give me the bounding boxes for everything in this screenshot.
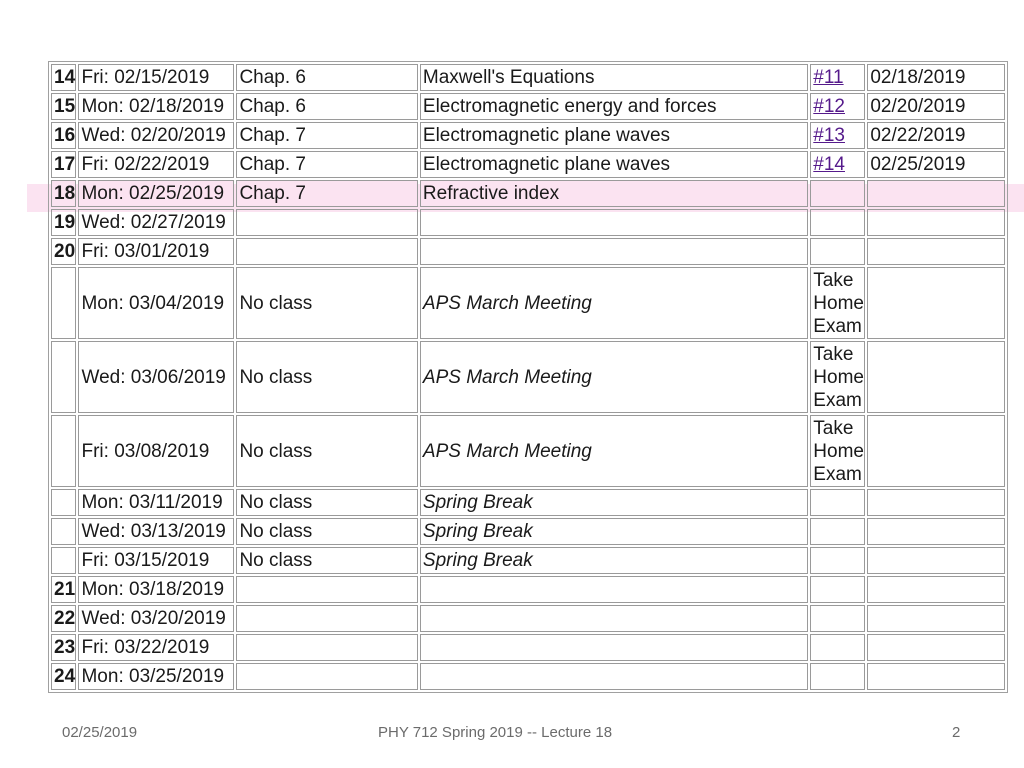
due-date-cell: 02/22/2019 bbox=[867, 122, 1005, 149]
chapter-cell: No class bbox=[236, 547, 417, 574]
lecture-number-cell: 20 bbox=[51, 238, 76, 265]
homework-cell bbox=[810, 663, 865, 690]
homework-cell: Take Home Exam bbox=[810, 267, 865, 339]
homework-cell: Take Home Exam bbox=[810, 415, 865, 487]
homework-link[interactable]: #12 bbox=[813, 96, 845, 117]
due-date-cell bbox=[867, 634, 1005, 661]
lecture-number-cell bbox=[51, 267, 76, 339]
chapter-cell: No class bbox=[236, 518, 417, 545]
chapter-cell bbox=[236, 605, 417, 632]
topic-cell: Refractive index bbox=[420, 180, 808, 207]
topic-cell bbox=[420, 663, 808, 690]
lecture-number-cell: 14 bbox=[51, 64, 76, 91]
lecture-number-cell: 23 bbox=[51, 634, 76, 661]
topic-cell: Electromagnetic plane waves bbox=[420, 151, 808, 178]
homework-cell bbox=[810, 180, 865, 207]
due-date-cell bbox=[867, 341, 1005, 413]
chapter-cell: Chap. 7 bbox=[236, 151, 417, 178]
date-cell: Mon: 02/25/2019 bbox=[78, 180, 234, 207]
topic-cell: APS March Meeting bbox=[420, 267, 808, 339]
footer-date: 02/25/2019 bbox=[62, 724, 138, 741]
schedule-row bbox=[51, 518, 1005, 545]
chapter-cell bbox=[236, 238, 417, 265]
chapter-cell: No class bbox=[236, 267, 417, 339]
chapter-cell bbox=[236, 209, 417, 236]
due-date-cell: 02/18/2019 bbox=[867, 64, 1005, 91]
lecture-number-cell: 18 bbox=[51, 180, 76, 207]
homework-link[interactable]: #11 bbox=[813, 67, 844, 88]
date-cell: Wed: 03/13/2019 bbox=[78, 518, 234, 545]
chapter-cell bbox=[236, 663, 417, 690]
schedule-row bbox=[51, 151, 1005, 178]
due-date-cell bbox=[867, 489, 1005, 516]
lecture-number-cell: 15 bbox=[51, 93, 76, 120]
date-cell: Fri: 03/08/2019 bbox=[78, 415, 234, 487]
lecture-number-cell bbox=[51, 341, 76, 413]
due-date-cell bbox=[867, 605, 1005, 632]
homework-cell: Take Home Exam bbox=[810, 341, 865, 413]
date-cell: Mon: 03/25/2019 bbox=[78, 663, 234, 690]
schedule-row bbox=[51, 341, 1005, 413]
homework-cell bbox=[810, 238, 865, 265]
topic-cell: Electromagnetic plane waves bbox=[420, 122, 808, 149]
chapter-cell: No class bbox=[236, 341, 417, 413]
homework-cell bbox=[810, 93, 865, 120]
due-date-cell bbox=[867, 663, 1005, 690]
date-cell: Fri: 02/22/2019 bbox=[78, 151, 234, 178]
schedule-row bbox=[51, 634, 1005, 661]
homework-link[interactable]: #14 bbox=[813, 154, 845, 175]
lecture-number-cell: 22 bbox=[51, 605, 76, 632]
homework-cell bbox=[810, 605, 865, 632]
topic-cell: Spring Break bbox=[420, 489, 808, 516]
footer-title: PHY 712 Spring 2019 -- Lecture 18 bbox=[378, 724, 613, 741]
topic-cell bbox=[420, 209, 808, 236]
lecture-number-cell: 21 bbox=[51, 576, 76, 603]
date-cell: Wed: 02/20/2019 bbox=[78, 122, 234, 149]
date-cell: Mon: 02/18/2019 bbox=[78, 93, 234, 120]
schedule-viewport[interactable] bbox=[48, 67, 1008, 687]
date-cell: Fri: 03/15/2019 bbox=[78, 547, 234, 574]
chapter-cell: No class bbox=[236, 489, 417, 516]
due-date-cell bbox=[867, 576, 1005, 603]
chapter-cell: Chap. 7 bbox=[236, 180, 417, 207]
homework-link[interactable]: #13 bbox=[813, 125, 845, 146]
chapter-cell bbox=[236, 576, 417, 603]
topic-cell: Spring Break bbox=[420, 518, 808, 545]
due-date-cell bbox=[867, 415, 1005, 487]
schedule-row bbox=[51, 122, 1005, 149]
schedule-row bbox=[51, 605, 1005, 632]
topic-cell: Maxwell's Equations bbox=[420, 64, 808, 91]
homework-cell bbox=[810, 634, 865, 661]
date-cell: Fri: 03/01/2019 bbox=[78, 238, 234, 265]
lecture-number-cell: 19 bbox=[51, 209, 76, 236]
lecture-number-cell: 16 bbox=[51, 122, 76, 149]
topic-cell: APS March Meeting bbox=[420, 415, 808, 487]
date-cell: Wed: 02/27/2019 bbox=[78, 209, 234, 236]
due-date-cell bbox=[867, 518, 1005, 545]
schedule-row bbox=[51, 547, 1005, 574]
date-cell: Mon: 03/04/2019 bbox=[78, 267, 234, 339]
homework-cell bbox=[810, 576, 865, 603]
chapter-cell: Chap. 6 bbox=[236, 93, 417, 120]
due-date-cell bbox=[867, 238, 1005, 265]
topic-cell: Spring Break bbox=[420, 547, 808, 574]
date-cell: Wed: 03/20/2019 bbox=[78, 605, 234, 632]
due-date-cell bbox=[867, 180, 1005, 207]
due-date-cell: 02/20/2019 bbox=[867, 93, 1005, 120]
chapter-cell: No class bbox=[236, 415, 417, 487]
schedule-row bbox=[51, 663, 1005, 690]
homework-cell bbox=[810, 489, 865, 516]
due-date-cell bbox=[867, 209, 1005, 236]
lecture-number-cell bbox=[51, 415, 76, 487]
schedule-row bbox=[51, 238, 1005, 265]
schedule-row bbox=[51, 180, 1005, 207]
topic-cell: Electromagnetic energy and forces bbox=[420, 93, 808, 120]
due-date-cell bbox=[867, 547, 1005, 574]
lecture-number-cell: 24 bbox=[51, 663, 76, 690]
topic-cell bbox=[420, 576, 808, 603]
due-date-cell: 02/25/2019 bbox=[867, 151, 1005, 178]
date-cell: Fri: 03/22/2019 bbox=[78, 634, 234, 661]
date-cell: Wed: 03/06/2019 bbox=[78, 341, 234, 413]
lecture-number-cell bbox=[51, 489, 76, 516]
homework-cell bbox=[810, 64, 865, 91]
due-date-cell bbox=[867, 267, 1005, 339]
homework-cell bbox=[810, 518, 865, 545]
lecture-number-cell: 17 bbox=[51, 151, 76, 178]
lecture-number-cell bbox=[51, 547, 76, 574]
schedule-row bbox=[51, 93, 1005, 120]
chapter-cell: Chap. 7 bbox=[236, 122, 417, 149]
schedule-row bbox=[51, 267, 1005, 339]
topic-cell: APS March Meeting bbox=[420, 341, 808, 413]
homework-cell bbox=[810, 122, 865, 149]
schedule-row bbox=[51, 489, 1005, 516]
schedule-row bbox=[51, 64, 1005, 91]
homework-cell bbox=[810, 547, 865, 574]
date-cell: Fri: 02/15/2019 bbox=[78, 64, 234, 91]
schedule-body bbox=[51, 64, 1005, 690]
chapter-cell: Chap. 6 bbox=[236, 64, 417, 91]
homework-cell bbox=[810, 209, 865, 236]
chapter-cell bbox=[236, 634, 417, 661]
topic-cell bbox=[420, 238, 808, 265]
schedule-row bbox=[51, 209, 1005, 236]
lecture-number-cell bbox=[51, 518, 76, 545]
homework-cell bbox=[810, 151, 865, 178]
date-cell: Mon: 03/18/2019 bbox=[78, 576, 234, 603]
schedule-row bbox=[51, 415, 1005, 487]
schedule-table bbox=[48, 61, 1008, 693]
footer-page-number: 2 bbox=[952, 724, 961, 741]
topic-cell bbox=[420, 634, 808, 661]
topic-cell bbox=[420, 605, 808, 632]
date-cell: Mon: 03/11/2019 bbox=[78, 489, 234, 516]
schedule-row bbox=[51, 576, 1005, 603]
